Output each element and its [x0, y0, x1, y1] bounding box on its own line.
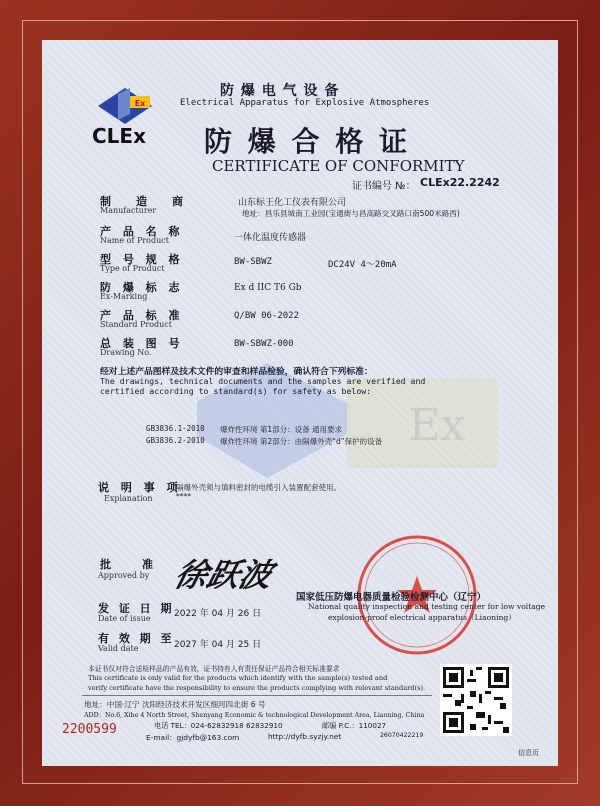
standard-label-cn: 产 品 标 准	[100, 309, 184, 322]
approved-label-en: Approved by	[98, 571, 150, 580]
notice-cn: 本证书仅对符合送检样品的产品有效，证书持有人有责任保证产品符合相关标准要求	[88, 665, 340, 673]
ex-marking-value: Ex d IIC T6 Gb	[234, 283, 302, 293]
valid-date-value: 2027 年 04 月 25 日	[174, 640, 262, 650]
manufacturer-label-en: Manufacturer	[100, 206, 157, 215]
issuer-en-line2: explosion-proof electrical apparatus（Liaoning）	[328, 613, 516, 622]
logo-text: CLEx	[92, 124, 146, 148]
type-label-cn: 型 号 规 格	[100, 253, 184, 266]
standard-desc-1: 爆炸性环境 第1部分：设备 通用要求	[220, 425, 343, 434]
explanation-text: 隔爆外壳须与填料密封的电缆引入装置配套使用。	[176, 483, 341, 492]
notice-en-line1: This certificate is only valid for the products which identify with the sample(s) tested and	[88, 674, 388, 682]
svg-text:Ex: Ex	[408, 400, 466, 451]
issuer-en-line1: National quality inspection and testing center for low voltage	[308, 602, 546, 611]
issuer-cn: 国家低压防爆电器质量检验检测中心（辽宁）	[296, 592, 487, 603]
footer-serial: 2200599	[62, 722, 117, 737]
explanation-stars: ****	[176, 492, 191, 501]
manufacturer-label-cn: 制 造 商	[100, 195, 190, 208]
verified-en-line2: certified according to standard(s) for safety as below:	[100, 386, 372, 396]
issue-date-label-en: Date of issue	[98, 614, 151, 623]
certificate-title-cn: 防 爆 合 格 证	[204, 125, 410, 158]
side-note: 信息页	[518, 749, 539, 757]
manufacturer-value: 山东标王化工仪表有限公司	[238, 198, 347, 208]
verified-cn: 经对上述产品图样及技术文件的审查和样品检验，确认符合下列标准：	[100, 367, 373, 377]
explanation-label-en: Explanation	[104, 494, 153, 503]
header-title-en: Electrical Apparatus for Explosive Atmospheres	[180, 98, 430, 108]
footer-address-en: ADD：No.6, Xihe 4 North Street, Shenyang Economic & technological Development Area, Liaoning, China	[84, 712, 425, 719]
valid-date-label-cn: 有 效 期 至	[98, 632, 175, 645]
product-name-label-cn: 产 品 名 称	[100, 225, 184, 238]
standard-value: Q/BW 06-2022	[234, 311, 300, 321]
footer-tel: 电话 TEL：024-62832918 62832910	[154, 721, 283, 730]
manufacturer-address: 地址：昌乐县城南工业园(宝通街与昌高路交叉路口南500米路西)	[242, 209, 460, 218]
ex-marking-label-en: Ex-Marking	[100, 292, 148, 301]
ex-marking-label-cn: 防 爆 标 志	[100, 281, 184, 294]
standard-label-en: Standard Product	[100, 320, 172, 329]
type-value: BW-SBWZ	[234, 257, 272, 267]
drawing-label-cn: 总 装 图 号	[100, 337, 184, 350]
standard-desc-2: 爆炸性环境 第2部分：由隔爆外壳“d”保护的设备	[220, 437, 383, 446]
approved-label-cn: 批 准	[100, 558, 156, 571]
product-name-label-en: Name of Product	[100, 236, 169, 245]
logo-badge-text: Ex	[134, 99, 146, 108]
type-spec: DC24V 4～20mA	[328, 260, 397, 270]
footer-website: http://dyfb.syzjy.net	[268, 732, 342, 741]
valid-date-label-en: Valid date	[98, 644, 139, 653]
product-name-value: 一体化温度传感器	[234, 233, 307, 243]
drawing-value: BW-SBWZ-000	[234, 339, 294, 349]
verified-en-line1: The drawings, technical documents and the samples are verified and	[100, 376, 426, 386]
standard-code-2: GB3836.2-2010	[146, 436, 205, 445]
footer-divider	[82, 695, 432, 696]
header-title-cn: 防 爆 电 气 设 备	[220, 83, 340, 99]
drawing-label-en: Drawing No.	[100, 348, 152, 357]
certificate-number-label: 证书编号 №：	[352, 181, 416, 192]
footer-postcode: 邮编 P.C.：110027	[322, 721, 387, 730]
type-label-en: Type of Product	[100, 264, 165, 273]
footer-doc-code: 26070422219	[380, 732, 424, 739]
notice-en-line2: verify certificate have the responsibility to ensure the products complying with relevant standard(s).	[88, 684, 426, 692]
issue-date-label-cn: 发 证 日 期	[98, 602, 175, 615]
issue-date-value: 2022 年 04 月 26 日	[174, 609, 262, 619]
footer-email: E-mail：gjdyfb@163.com	[146, 733, 240, 742]
footer-address-cn: 地址：中国·辽宁 沈阳经济技术开发区细河四北街 6 号	[84, 700, 266, 709]
standard-code-1: GB3836.1-2010	[146, 424, 205, 433]
qr-code	[440, 664, 512, 736]
certificate-number: CLEx22.2242	[420, 176, 500, 189]
certificate-title-en: CERTIFICATE OF CONFORMITY	[212, 157, 465, 175]
certificate-paper	[42, 40, 558, 766]
explanation-label-cn: 说 明 事 项	[98, 481, 182, 494]
approval-signature: 徐跃波	[170, 556, 277, 594]
